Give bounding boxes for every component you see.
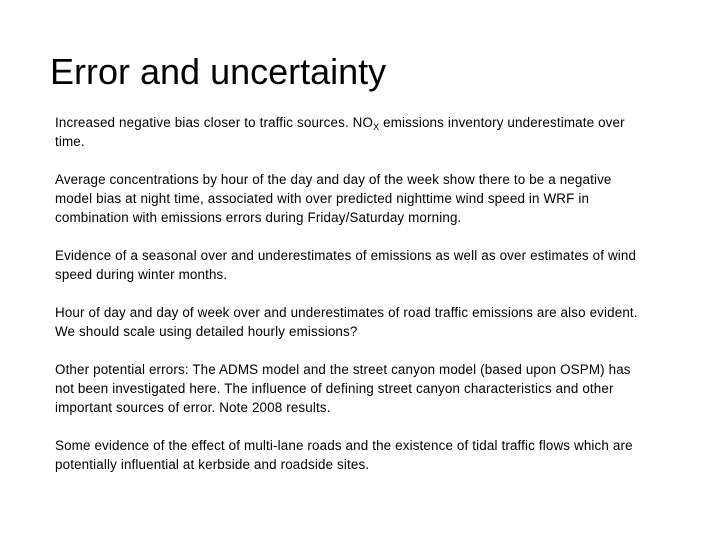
paragraph-seasonal-evidence: Evidence of a seasonal over and underestimates of emissions as well as over estimates of wind speed during winter months. xyxy=(55,248,637,282)
slide-title: Error and uncertainty xyxy=(50,51,387,92)
slide-body xyxy=(55,113,645,493)
paragraph-hour-day-week: Hour of day and day of week over and underestimates of road traffic emissions are also evident. We should scale using detailed hourly emissions? xyxy=(55,305,638,339)
paragraph-average-concentrations: Average concentrations by hour of the day and day of the week show there to be a negative model bias at night time, associated with over predicted nighttime wind speed in WRF in combination with emissions errors during Friday/Saturday morning. xyxy=(55,172,612,225)
paragraph-multi-lane-roads: Some evidence of the effect of multi-lane roads and the existence of tidal traffic flows which are potentially influential at kerbside and roadside sites. xyxy=(55,438,633,472)
nox-subscript: X xyxy=(373,122,380,132)
paragraph-bias-sources xyxy=(55,113,645,151)
paragraph-text: emissions inventory underestimate over time. xyxy=(55,115,625,149)
paragraph-text: Increased negative bias closer to traffic sources. NO xyxy=(55,115,374,130)
paragraph-other-errors: Other potential errors: The ADMS model and the street canyon model (based upon OSPM) has not been investigated here. The influence of defining street canyon characteristics and other important sources of error. Note 2008 results. xyxy=(55,362,631,415)
